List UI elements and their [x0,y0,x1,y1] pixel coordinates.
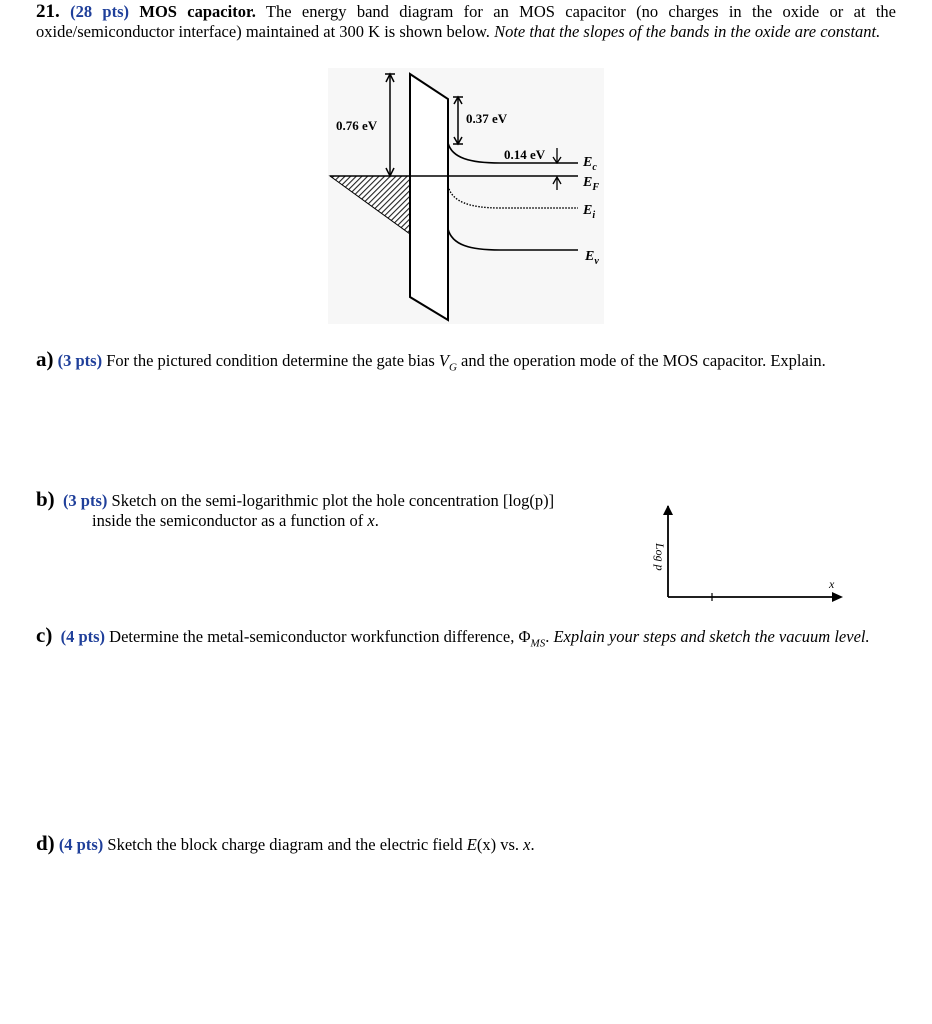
label-076-ev: 0.76 eV [336,118,378,133]
part-b-text-2: inside the semiconductor as a function of [92,511,368,530]
part-b-points: (3 pts) [62,491,108,510]
phi-symbol: Φ [518,627,531,646]
part-d-text-2: (x) vs. [476,835,524,854]
part-b-text: Sketch on the semi-logarithmic plot the hole concentration [log(p)] [107,491,555,510]
problem-number: 21. [36,1,60,22]
label-037-ev: 0.37 eV [466,111,508,126]
part-c-explain: Explain your steps and sketch the vacuum level. [553,627,870,646]
part-d [36,833,896,855]
part-b-x: x [367,511,375,530]
plot-y-label: Log p [653,543,667,571]
phi-subscript: MS [530,637,546,650]
part-d-text: Sketch the block charge diagram and the electric field [103,835,467,854]
part-d-period: . [530,835,535,854]
efield-symbol: E [466,835,477,854]
label-ec: $E_c$ [583,155,597,173]
part-b-letter: b) [36,487,55,511]
problem-note: Note that the slopes of the bands in the oxide are constant. [494,22,881,41]
part-c-points: (4 pts) [60,627,106,646]
log-p-plot [0,490,932,610]
vg-subscript: G [448,361,457,374]
problem-points: (28 pts) [70,2,130,21]
label-ei: $E_i$ [583,203,596,221]
part-a-points: (3 pts) [57,351,103,370]
problem-title: MOS capacitor. [139,2,256,21]
vg-symbol: V [438,351,449,370]
part-d-x: x [523,835,531,854]
part-c-text: Determine the metal-semiconductor workfunction difference, [105,627,519,646]
part-a [36,349,906,377]
problem-text: The energy band diagram for an MOS capacitor (no charges in the oxide or at the oxide/semiconductor interface) maintained at 300 K is shown below. [36,2,896,41]
label-ef: $E_F$ [583,175,600,193]
plot-x-label: x [829,577,835,591]
part-a-text-end: and the operation mode of the MOS capacitor. Explain. [456,351,826,370]
part-c-letter: c) [36,623,53,647]
part-a-letter: a) [36,347,54,371]
part-a-text: For the pictured condition determine the gate bias [102,351,439,370]
part-c [36,625,896,653]
label-ev: $E_v$ [585,249,599,267]
label-014-ev: 0.14 eV [504,147,546,162]
part-d-letter: d) [36,831,55,855]
part-c-text-mid: . [545,627,554,646]
part-b-period: . [374,511,379,530]
part-d-points: (4 pts) [58,835,104,854]
oxide-region [410,74,448,320]
band-diagram [0,0,932,340]
